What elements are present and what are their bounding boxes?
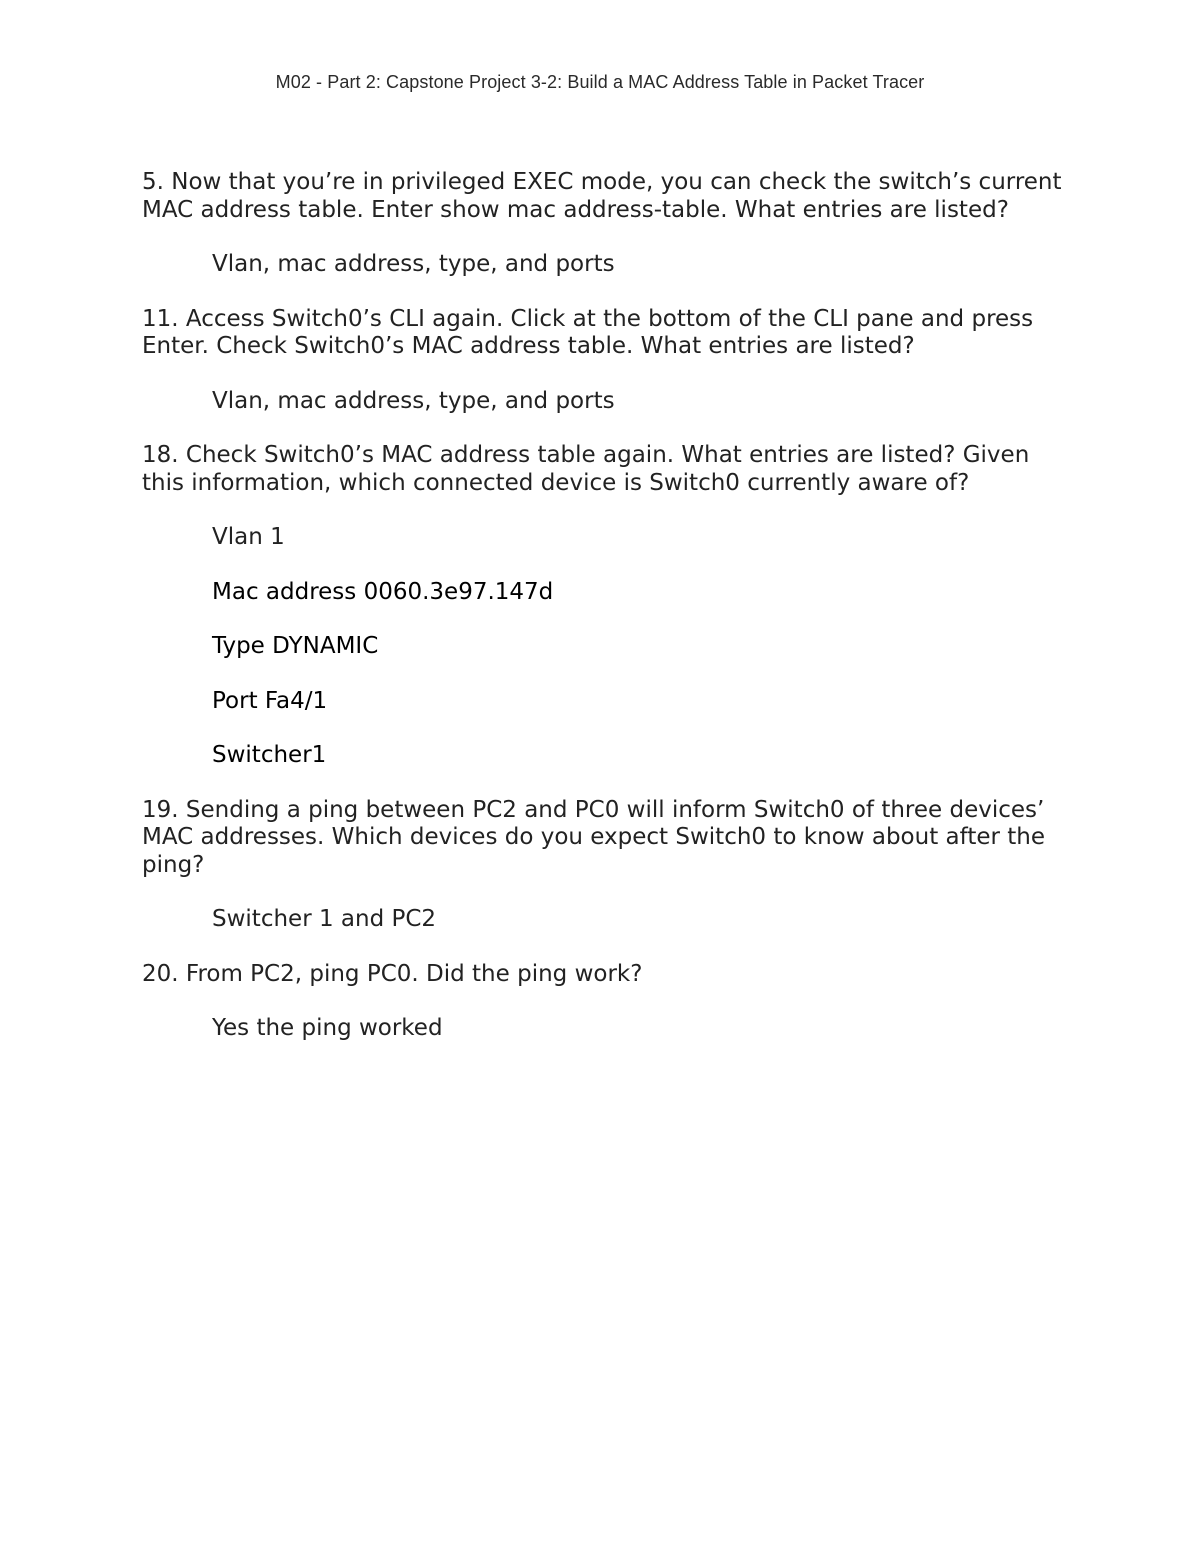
- answer-18-port: Port Fa4/1: [212, 687, 328, 714]
- answer-19: Switcher 1 and PC2: [212, 906, 437, 932]
- answer-11: Vlan, mac address, type, and ports: [212, 387, 615, 414]
- question-5: 5. Now that you’re in privileged EXEC mode, you can check the switch’s current MAC address table. Enter show mac address-table. What entries are listed?: [142, 169, 1062, 223]
- answer-18-type: Type DYNAMIC: [212, 633, 379, 659]
- answer-18-mac-address: Mac address 0060.3e97.147d: [212, 578, 554, 605]
- answer-18-vlan: Vlan 1: [212, 524, 285, 550]
- answer-20: Yes the ping worked: [212, 1015, 443, 1041]
- question-18: 18. Check Switch0’s MAC address table again. What entries are listed? Given this information, which connected device is Switch0 currently aware of?: [142, 442, 1030, 496]
- page-header: M02 - Part 2: Capstone Project 3-2: Build a MAC Address Table in Packet Tracer: [275, 72, 925, 92]
- answer-5: Vlan, mac address, type, and ports: [212, 251, 615, 277]
- question-11: 11. Access Switch0’s CLI again. Click at the bottom of the CLI pane and press Enter. Check Switch0’s MAC address table. What entries are listed?: [142, 305, 1034, 359]
- question-20: 20. From PC2, ping PC0. Did the ping work?: [142, 960, 643, 987]
- question-19: 19. Sending a ping between PC2 and PC0 will inform Switch0 of three devices’ MAC addresses. Which devices do you expect Switch0 to know about after the ping?: [142, 796, 1045, 878]
- answer-18-device: Switcher1: [212, 742, 327, 768]
- document-body: [142, 169, 1072, 1070]
